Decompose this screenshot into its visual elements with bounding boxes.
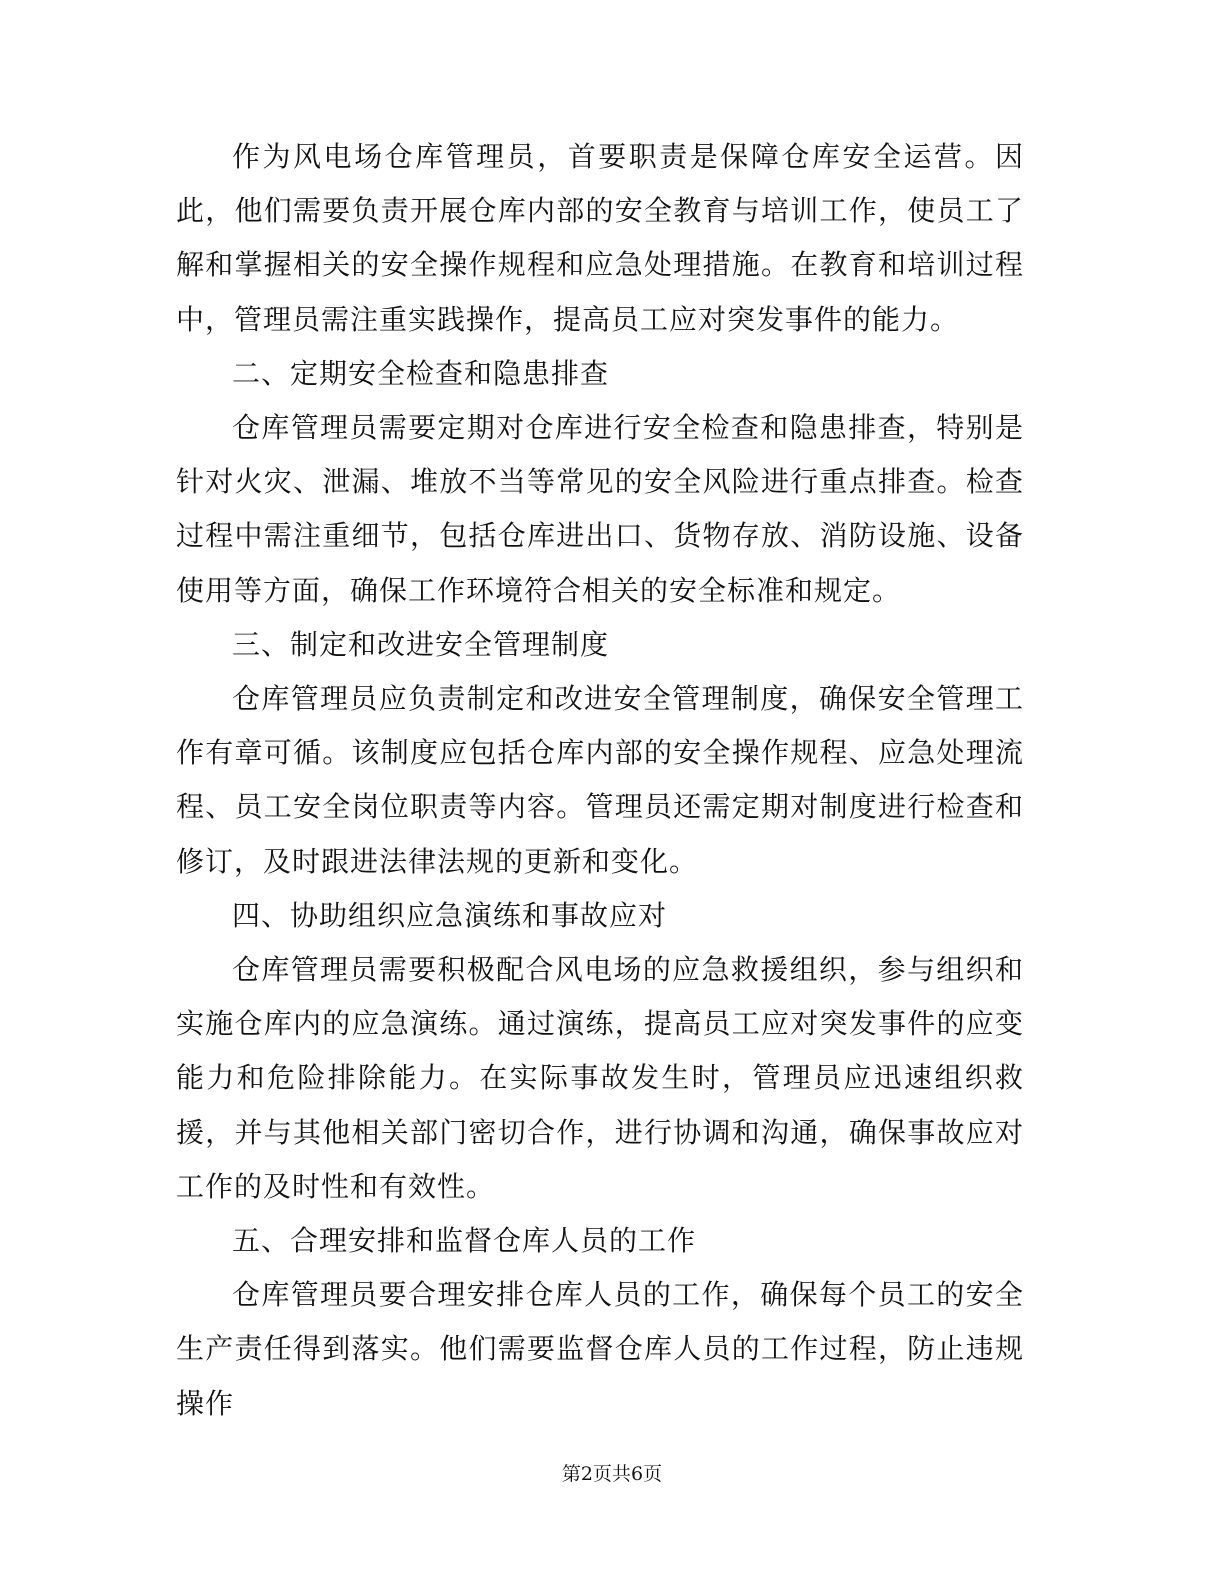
document-body <box>176 130 1024 1431</box>
section-heading-staff-supervision: 五、合理安排和监督仓库人员的工作 <box>232 1224 697 1258</box>
paragraph-staff-supervision: 仓库管理员要合理安排仓库人员的工作，确保每个员工的安全生产责任得到落实。他们需要监督仓库人员的工作过程，防止违规操作 <box>176 1278 1024 1420</box>
section-heading-inspection: 二、定期安全检查和隐患排查 <box>232 356 610 390</box>
paragraph-management-system: 仓库管理员应负责制定和改进安全管理制度，确保安全管理工作有章可循。该制度应包括仓库内部的安全操作规程、应急处理流程、员工安全岗位职责等内容。管理员还需定期对制度进行检查和修订，及时跟进法律法规的更新和变化。 <box>176 682 1024 878</box>
paragraph-safety-training: 作为风电场仓库管理员，首要职责是保障仓库安全运营。因此，他们需要负责开展仓库内部的安全教育与培训工作，使员工了解和掌握相关的安全操作规程和应急处理措施。在教育和培训过程中，管理员需注重实践操作，提高员工应对突发事件的能力。 <box>176 140 1024 336</box>
paragraph-emergency-drill: 仓库管理员需要积极配合风电场的应急救援组织，参与组织和实施仓库内的应急演练。通过演练，提高员工应对突发事件的应变能力和危险排除能力。在实际事故发生时，管理员应迅速组织救援，并与其他相关部门密切合作，进行协调和沟通，确保事故应对工作的及时性和有效性。 <box>176 953 1024 1203</box>
paragraph-inspection: 仓库管理员需要定期对仓库进行安全检查和隐患排查，特别是针对火灾、泄漏、堆放不当等常见的安全风险进行重点排查。检查过程中需注重细节，包括仓库进出口、货物存放、消防设施、设备使用等方面，确保工作环境符合相关的安全标准和规定。 <box>176 411 1024 607</box>
section-heading-emergency-drill: 四、协助组织应急演练和事故应对 <box>232 898 668 932</box>
page-number-footer: 第2页共6页 <box>561 1463 663 1485</box>
section-heading-management-system: 三、制定和改进安全管理制度 <box>232 627 610 661</box>
